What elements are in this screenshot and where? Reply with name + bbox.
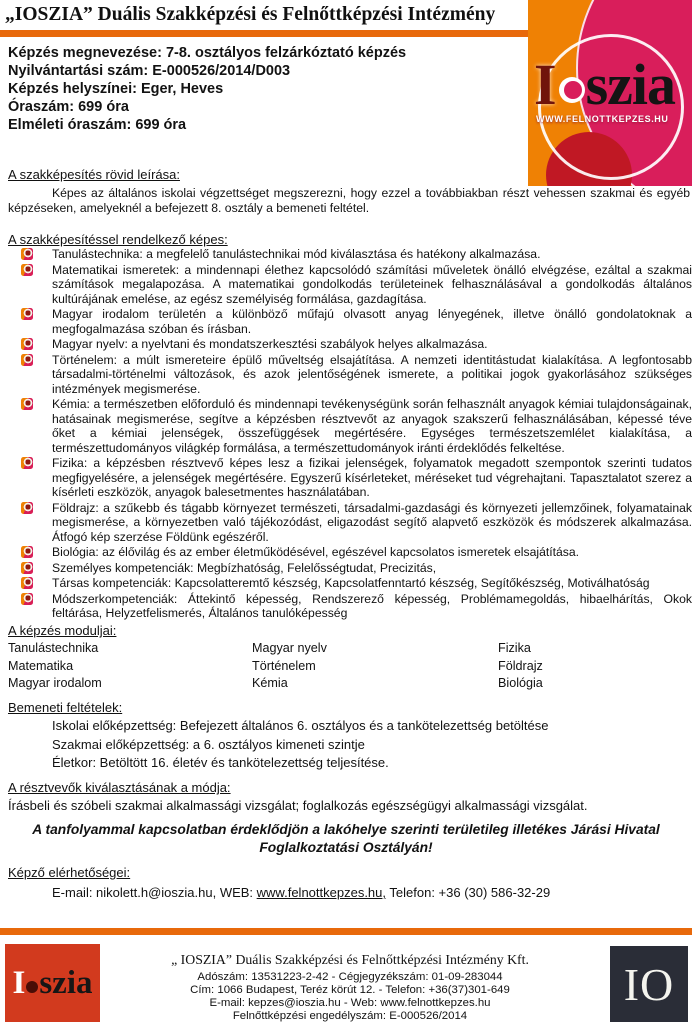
logo-o-circle-icon — [559, 77, 585, 103]
competencies-heading: A szakképesítéssel rendelkező képes: — [8, 232, 228, 247]
page-title: „IOSZIA” Duális Szakképzési és Felnőttképzési Intézmény — [5, 4, 496, 25]
entry-item: Iskolai előképzettség: Befejezett általános 6. osztályos és a tankötelezettség betöltése — [52, 718, 549, 733]
modules-column-1 — [8, 640, 102, 693]
list-item-text: Kémia: a természetben előforduló és mindennapi tevékenységünk során felhasznált anyagok kémiai tulajdonságainak, hatásainak megismerése, segítve a képzésben résztvevőt az anyagok szakszerű felhasználásában, képessé téve őket a kémiai jelenségek, összefüggések megértésére. Egységes természetszemlélet kialakítása, a természettudományos világkép formálása, a természettudományok iránti érdeklődés felkeltése. — [52, 397, 692, 455]
footer-email-web: E-mail: kepzes@ioszia.hu - Web: www.felnottkepzes.hu — [209, 997, 491, 1009]
contact-post-text: Telefon: +36 (30) 586-32-29 — [386, 885, 551, 900]
module-item: Biológia — [498, 676, 543, 690]
website-link[interactable]: www.felnottkepzes.hu, — [256, 885, 387, 900]
ioszia-bullet-icon — [21, 338, 33, 350]
footer-address: Cím: 1066 Budapest, Teréz körút 12. - Telefon: +36(37)301-649 — [190, 984, 510, 996]
module-item: Fizika — [498, 641, 531, 655]
ioszia-bullet-icon — [21, 308, 33, 320]
ioszia-bullet-icon — [21, 502, 33, 514]
selection-body: Írásbeli és szóbeli szakmai alkalmassági vizsgálat; foglalkozás egészségügyi alkalmassági vizsgálat. — [8, 798, 588, 813]
course-theory-hours: Elméleti óraszám: 699 óra — [8, 117, 187, 133]
description-heading: A szakképesítés rövid leírása: — [8, 167, 180, 182]
module-item: Magyar irodalom — [8, 676, 102, 690]
list-item — [8, 545, 692, 560]
contact-pre-text: E-mail: nikolett.h@ioszia.hu, WEB: — [52, 885, 257, 900]
header-divider — [0, 30, 529, 37]
module-item: Kémia — [252, 676, 288, 690]
ioszia-bullet-icon — [21, 398, 33, 410]
registration-number: Nyilvántartási szám: E-000526/2014/D003 — [8, 63, 291, 79]
course-name: Képzés megnevezése: 7-8. osztályos felzárkóztató képzés — [8, 45, 407, 61]
list-item — [8, 561, 692, 576]
list-item — [8, 501, 692, 545]
entry-conditions — [52, 717, 548, 773]
course-hours: Óraszám: 699 óra — [8, 99, 129, 115]
module-item: Történelem — [252, 658, 316, 673]
modules-column-2 — [252, 640, 327, 693]
list-item — [8, 263, 692, 307]
list-item-text: Magyar irodalom területén a különböző műfajú olvasott anyag lényegének, illetve önálló gondolatoknak a megfogalmazása szóban és írásban. — [52, 307, 692, 336]
footer-logo-o-circle-icon — [26, 981, 38, 993]
list-item-text: Társas kompetenciák: Kapcsolatteremtő készség, Kapcsolatfenntartó készség, Segítőkészség, Motiválhatóság — [52, 576, 650, 590]
list-item-text: Személyes kompetenciák: Megbízhatóság, Felelősségtudat, Precizitás, — [52, 560, 437, 575]
list-item — [8, 576, 692, 591]
logo-website-url: WWW.FELNOTTKEPZES.HU — [536, 114, 669, 124]
ioszia-bullet-icon — [21, 354, 33, 366]
list-item — [8, 456, 692, 500]
ioszia-logo — [528, 0, 692, 186]
footer-io-logo: IO — [610, 946, 688, 1022]
list-item — [8, 337, 692, 352]
modules-heading: A képzés moduljai: — [8, 623, 117, 638]
notice-text: A tanfolyammal kapcsolatban érdeklődjön a lakóhelye szerinti területileg illetékes Járási Hivatal Foglalkoztatási Osztályán! — [32, 822, 660, 855]
course-info — [8, 44, 406, 134]
list-item — [8, 307, 692, 336]
competencies-list — [8, 247, 692, 622]
module-item: Magyar nyelv — [252, 641, 327, 655]
list-item-text: Tanulástechnika: a megfelelő tanulástechnikai mód kiválasztása és hatékony alkalmazása. — [52, 247, 541, 261]
list-item-text: Módszerkompetenciák: Áttekintő képesség, Rendszerező képesség, Problémamegoldás, hibaelhárítás, Okok feltárása, Helyzetfelismerés, Általános tanulóképesség — [52, 591, 692, 620]
ioszia-bullet-icon — [21, 562, 33, 574]
list-item — [8, 247, 692, 262]
list-item — [8, 397, 692, 455]
list-item-text: Földrajz: a szűkebb és tágabb környezet természeti, társadalmi-gazdasági és környezeti jellemzőinek, folyamatainak megismerése, a környezetben való tájékozódást, eligazodást segítő alapvető eszközök és módszerek alkalmazása. Átfogó kép szerzése Földünk egészéről. — [52, 500, 692, 544]
list-item-text: Matematikai ismeretek: a mindennapi élethez kapcsolódó számítási műveletek önálló elvégzése, ezáltal a szakmai számítások megalapozása. A matematikai gondolkodás területeinek felhasználásával a gondolkodás általános kultúrájának emelése, az egész személyiség formálása, gazdagítása. — [52, 262, 692, 306]
selection-heading: A résztvevők kiválasztásának a módja: — [8, 780, 231, 795]
list-item-text: Biológia: az élővilág és az ember életműködésével, egészével kapcsolatos ismeretek elsajátítása. — [52, 545, 580, 559]
footer-logo-letters-szia: szia — [39, 964, 93, 1001]
footer-logo-letter-i: I — [12, 964, 26, 1001]
ioszia-bullet-icon — [21, 577, 33, 589]
contact-line — [52, 885, 550, 900]
module-item: Matematika — [8, 658, 74, 673]
entry-item: Életkor: Betöltött 16. életév és tankötelezettség teljesítése. — [52, 755, 389, 770]
module-item: Tanulástechnika — [8, 641, 99, 655]
footer-company-info — [110, 952, 590, 1023]
list-item-text: Fizika: a képzésben résztvevő képes lesz a fizikai jelenségek, folyamatok megadott szempontok szerinti tudatos megfigyelésére, a jelenségek megértésére. Egyszerű kísérleteket, méréseket tud végrehajtani. Tapasztalatot szerez a kísérleti eszközök, anyagok balesetmentes használatában. — [52, 456, 692, 499]
description-body: Képes az általános iskolai végzettséget megszerezni, hogy ezzel a továbbiakban részt vehessen szakmai és egyéb képzéseken, amelyeknél a befejezett 8. osztály a bemeneti feltétel. — [8, 186, 690, 215]
list-item-text: Történelem: a múlt ismereteire épülő műveltség elsajátítása. A nemzeti identitástudat kialakítása. A legfontosabb társadalmi-történelmi változások, és azok jelentőségének ismerete, a politikai jogok gyakorlásához szükséges intézmények megismerése. — [52, 352, 692, 396]
modules-column-3 — [498, 640, 543, 693]
ioszia-bullet-icon — [21, 264, 33, 276]
course-locations: Képzés helyszínei: Eger, Heves — [8, 81, 224, 97]
logo-letter-i: I — [534, 52, 557, 117]
footer-ioszia-logo — [5, 944, 100, 1022]
module-item: Földrajz — [498, 658, 543, 673]
list-item — [8, 592, 692, 621]
footer-divider — [0, 928, 692, 935]
entry-item: Szakmai előképzettség: a 6. osztályos kimeneti szintje — [52, 736, 365, 752]
logo-wordmark — [534, 52, 676, 117]
list-item — [8, 353, 692, 397]
footer-tax-number: Adószám: 13531223-2-42 - Cégjegyzékszám: 01-09-283044 — [197, 971, 503, 983]
contact-heading: Képző elérhetőségei: — [8, 865, 131, 880]
entry-heading: Bemeneti feltételek: — [8, 700, 123, 715]
ioszia-bullet-icon — [21, 457, 33, 469]
logo-letters-szia: szia — [585, 52, 676, 117]
list-item-text: Magyar nyelv: a nyelvtani és mondatszerkesztési szabályok helyes alkalmazása. — [52, 337, 488, 351]
footer-license-number: Felnőttképzési engedélyszám: E-000526/2014 — [232, 1010, 468, 1022]
footer-company-name: „ IOSZIA” Duális Szakképzési és Felnőttképzési Intézmény Kft. — [171, 952, 529, 967]
ioszia-bullet-icon — [21, 593, 33, 605]
ioszia-bullet-icon — [21, 546, 33, 558]
ioszia-bullet-icon — [21, 248, 33, 260]
